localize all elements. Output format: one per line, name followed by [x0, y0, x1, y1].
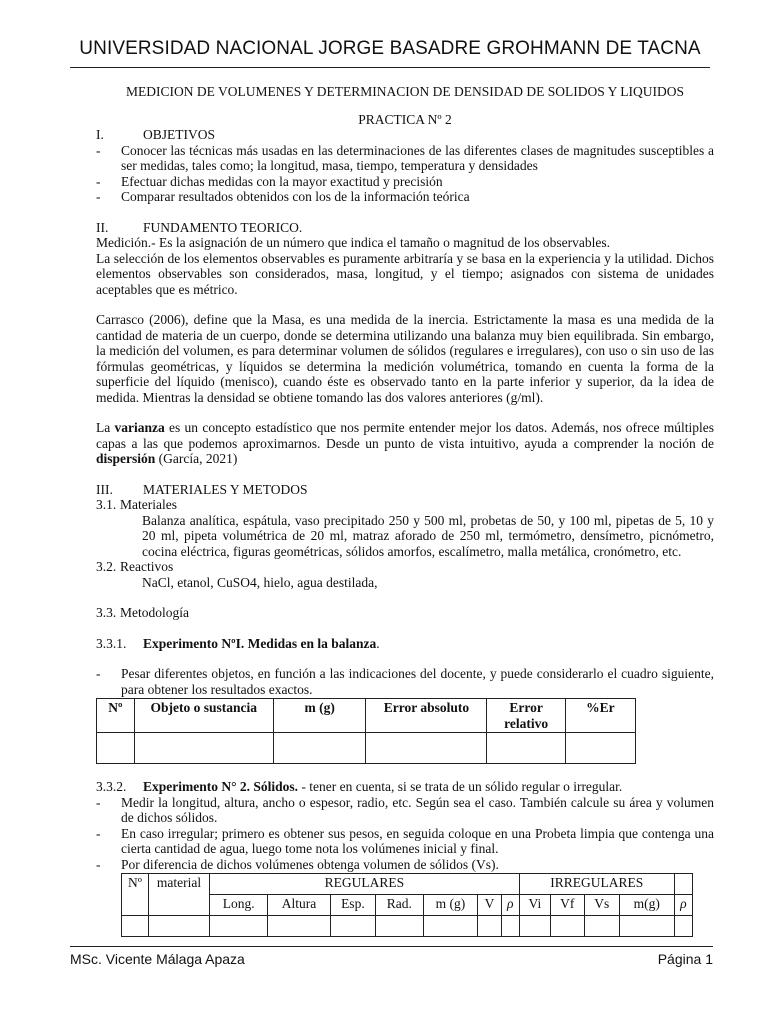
- table-cell[interactable]: [423, 916, 478, 937]
- varianza-term: varianza: [114, 420, 165, 435]
- table-cell[interactable]: [122, 916, 149, 937]
- col-header-radius: Rad.: [376, 895, 424, 916]
- instruction-text: Pesar diferentes objetos, en función a las indicaciones del docente, y puede considerarlo el cuadro siguiente, para obtener los resultados exactos.: [121, 666, 714, 697]
- materials-list: Balanza analítica, espátula, vaso precipitado 250 y 500 ml, probetas de 50, y 100 ml, pipetas de 5, 10 y 20 ml, pipeta volumétrica de 20 ml, matraz aforado de 250 ml, termómetro, densímetro, picnómetro, cocina eléctrica, figuras geométricas, sólidos amorfos, escalímetro, malla metálica, cronómetro, etc.: [142, 512, 714, 559]
- section-number: III.: [96, 481, 113, 497]
- table-cell: [674, 874, 692, 895]
- table-cell[interactable]: [674, 916, 692, 937]
- col-header-object: Objeto o sustancia: [134, 699, 273, 733]
- col-header-percent-error: %Er: [565, 699, 635, 733]
- experiment-title: Experimento NºI. Medidas en la balanza: [143, 635, 377, 651]
- subsection-number: 3.3.: [96, 605, 117, 620]
- section-title: OBJETIVOS: [143, 127, 216, 142]
- table-cell[interactable]: [149, 916, 210, 937]
- table-cell[interactable]: [273, 733, 366, 764]
- experiment-1-heading: [96, 636, 714, 652]
- table-cell[interactable]: [376, 916, 424, 937]
- objective-item: [96, 143, 714, 174]
- objective-text: Efectuar dichas medidas con la mayor exactitud y precisión: [121, 173, 443, 189]
- experiment-title: Experimento N° 2. Sólidos.: [143, 779, 299, 794]
- instruction-text: Por diferencia de dichos volúmenes obtenga volumen de sólidos (Vs).: [121, 856, 499, 872]
- experiment-note: - tener en cuenta, si se trata de un sólido regular o irregular.: [298, 779, 623, 794]
- table-cell[interactable]: [584, 916, 619, 937]
- table-cell[interactable]: [366, 733, 487, 764]
- section-title: FUNDAMENTO TEORICO.: [143, 219, 303, 235]
- table-cell[interactable]: [478, 916, 501, 937]
- col-header-height: Altura: [268, 895, 330, 916]
- experiment-1-instruction: [96, 666, 714, 697]
- table-cell[interactable]: [268, 916, 330, 937]
- col-header-density: ρ: [501, 895, 519, 916]
- footer-page-number: Página 1: [657, 951, 713, 967]
- col-header-density-irr: ρ: [674, 895, 692, 916]
- col-header-vf: Vf: [550, 895, 584, 916]
- subsection-number: 3.1.: [96, 497, 117, 512]
- solid-instruction: [96, 857, 714, 873]
- bullet-dash: -: [96, 173, 101, 189]
- table-header-row: [122, 874, 693, 895]
- col-header-num: Nº: [97, 699, 135, 733]
- table-cell[interactable]: [519, 916, 550, 937]
- dispersion-term: dispersión: [96, 451, 156, 466]
- col-header-num: Nº: [122, 874, 149, 916]
- objective-text: Conocer las técnicas más usadas en las determinaciones de las diferentes clases de magnitudes susceptibles a ser medidas, tales como; la longitud, masa, tiempo, temperatura y densidades: [121, 142, 714, 173]
- bullet-dash: -: [96, 189, 101, 204]
- col-header-volume: V: [478, 895, 501, 916]
- bullet-dash: -: [96, 142, 101, 158]
- objective-item: [96, 189, 714, 205]
- col-header-mass-irr: m(g): [619, 895, 674, 916]
- subsection-title: Materiales: [120, 497, 177, 512]
- table-row: [97, 733, 636, 764]
- page-footer: [70, 946, 713, 967]
- table-cell[interactable]: [134, 733, 273, 764]
- experiment-2-heading: [96, 779, 714, 795]
- objective-item: [96, 174, 714, 190]
- col-header-material: material: [149, 874, 210, 916]
- paragraph-carrasco: Carrasco (2006), define que la Masa, es una medida de la inercia. Estrictamente la masa es una medida de la cantidad de materia de un cuerpo, donde se determina utilizando una balanza muy bien equilibrada. Sin embargo, la medición del volumen, es para determinar volumen de sólidos (regulares e irregulares), con uso o sin uso de las fórmulas geométricas, y líquidos se determina la medición volumétrica, tomando en cuenta la forma de la superficie del líquido (menisco), cuando éste es observado tanto en la parte inferior y superior, da la idea de medida. Mientras la densidad se obtiene tomando las dos valores anteriores (g/ml).: [96, 312, 714, 405]
- experiment-number: 3.3.2.: [96, 779, 127, 794]
- table-cell[interactable]: [330, 916, 375, 937]
- group-header-irregulares: IRREGULARES: [519, 874, 674, 895]
- section-1-heading: [96, 127, 714, 143]
- col-header-length: Long.: [210, 895, 268, 916]
- bullet-dash: -: [96, 825, 101, 841]
- solid-instruction: [96, 795, 714, 826]
- balance-table: [96, 698, 636, 764]
- col-header-abs-error: Error absoluto: [366, 699, 487, 733]
- experiment-title-dot: .: [376, 635, 380, 651]
- col-header-mass: m (g): [423, 895, 478, 916]
- practice-number: PRACTICA Nº 2: [358, 111, 452, 127]
- table-cell[interactable]: [487, 733, 565, 764]
- solids-table: [121, 873, 693, 937]
- table-row: [122, 916, 693, 937]
- col-header-thickness: Esp.: [330, 895, 375, 916]
- varianza-text-a: La: [96, 420, 115, 435]
- subsection-number: 3.2.: [96, 559, 117, 574]
- reagents-list: NaCl, etanol, CuSO4, hielo, agua destilada,: [142, 574, 378, 590]
- instruction-text: Medir la longitud, altura, ancho o espesor, radio, etc. Según sea el caso. También calcule su área y volumen de dichos sólidos.: [121, 794, 714, 825]
- table-cell[interactable]: [210, 916, 268, 937]
- col-header-vs: Vs: [584, 895, 619, 916]
- paragraph-medicion: Medición.- Es la asignación de un número que indica el tamaño o magnitud de los observables.: [96, 235, 610, 250]
- bullet-dash: -: [96, 794, 101, 810]
- subsection-3-3: [96, 605, 714, 621]
- university-header: UNIVERSIDAD NACIONAL JORGE BASADRE GROHMANN DE TACNA: [70, 38, 710, 68]
- instruction-text: En caso irregular; primero es obtener sus pesos, en seguida coloque en una Probeta limpia que contenga una cierta cantidad de agua, luego tome nota los volúmenes inicial y final.: [121, 825, 714, 856]
- subsection-3-2: [96, 559, 714, 575]
- section-number: I.: [96, 127, 104, 142]
- table-cell[interactable]: [550, 916, 584, 937]
- col-header-mass: m (g): [273, 699, 366, 733]
- section-2-heading: [96, 220, 714, 236]
- footer-author: MSc. Vicente Málaga Apaza: [70, 951, 245, 967]
- bullet-dash: -: [96, 666, 101, 681]
- varianza-citation: (García, 2021): [155, 451, 238, 466]
- document-title: MEDICION DE VOLUMENES Y DETERMINACION DE DENSIDAD DE SOLIDOS Y LIQUIDOS: [126, 84, 684, 99]
- experiment-number: 3.3.1.: [96, 635, 127, 651]
- solid-instruction: [96, 826, 714, 857]
- section-title: MATERIALES Y METODOS: [143, 481, 308, 497]
- paragraph-observables: La selección de los elementos observables es puramente arbitraría y se basa en la experiencia y la utilidad. Dichos elementos observables son considerados, masa, longitud, y el tiempo; asignados con sistema de unidades aceptables que es métrico.: [96, 250, 714, 297]
- bullet-dash: -: [96, 856, 101, 872]
- document-body: [96, 84, 714, 937]
- subsection-title: Metodología: [120, 605, 189, 620]
- section-number: II.: [96, 219, 109, 235]
- subsection-title: Reactivos: [120, 559, 174, 574]
- table-cell[interactable]: [97, 733, 135, 764]
- objective-text: Comparar resultados obtenidos con los de la información teórica: [121, 189, 470, 204]
- group-header-regulares: REGULARES: [210, 874, 520, 895]
- subsection-3-1: [96, 497, 714, 513]
- paragraph-varianza: [96, 420, 714, 467]
- table-cell[interactable]: [619, 916, 674, 937]
- col-header-rel-error: Error relativo: [487, 699, 565, 733]
- table-cell[interactable]: [501, 916, 519, 937]
- table-cell[interactable]: [565, 733, 635, 764]
- section-3-heading: [96, 482, 714, 498]
- varianza-text-b: es un concepto estadístico que nos permite entender mejor los datos. Además, nos ofrece múltiples capas a las que podemos aproximarnos. Desde un punto de vista intuitivo, ayuda a comprender la noción de: [96, 420, 714, 451]
- table-header-row: [97, 699, 636, 733]
- col-header-vi: Vi: [519, 895, 550, 916]
